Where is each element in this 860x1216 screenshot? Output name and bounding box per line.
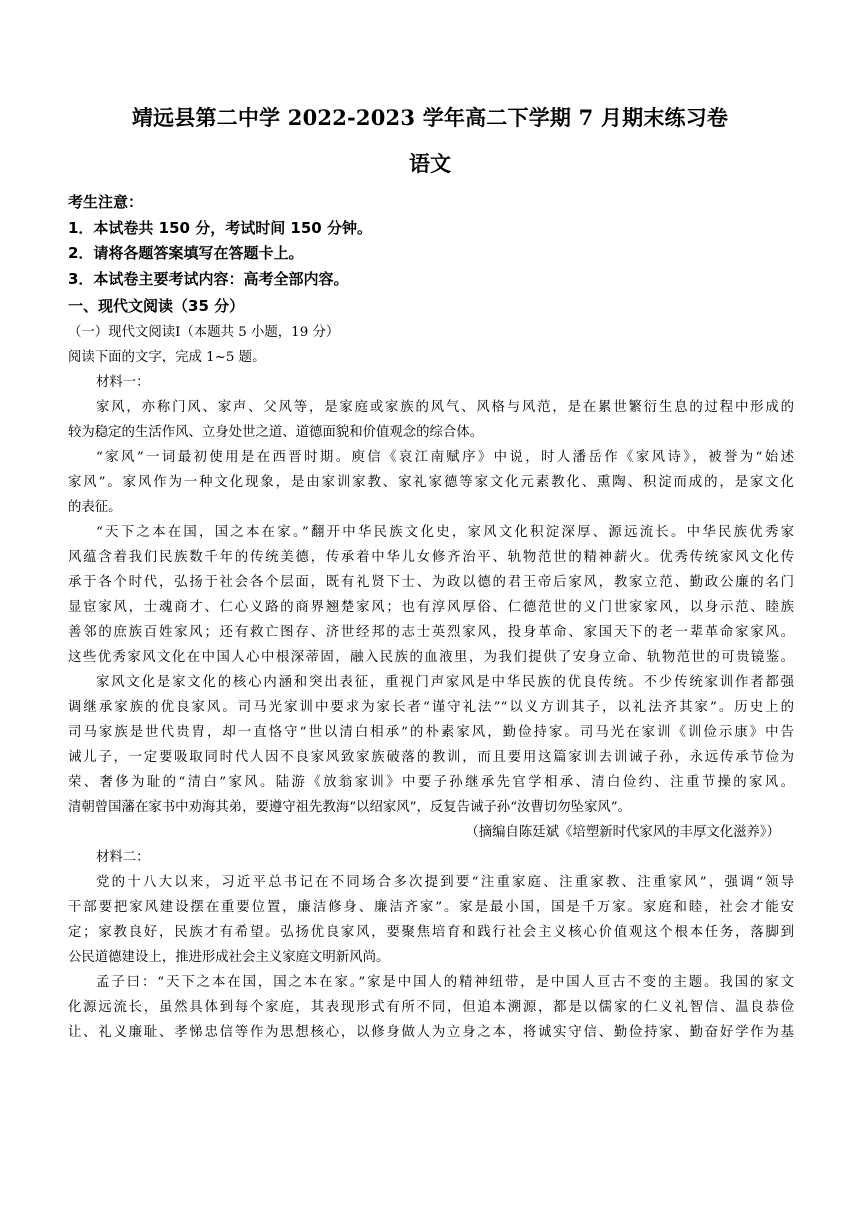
- material-label: 材料一：: [96, 375, 150, 390]
- passage-line: 风蕴含着我们民族数千年的传统美德，传承着中华儿女修齐治平、轨物范世的精神薪火。优秀传统家风文化传: [68, 550, 794, 565]
- passage-line: 的表征。: [68, 500, 122, 515]
- exam-subject: 语文: [409, 151, 451, 176]
- passage-line: 荣、奢侈为耻的“清白”家风。陆游《放翁家训》中要子孙继承先官学相承、清白俭约、注重节操的家风。: [68, 775, 794, 790]
- passage-line: 家风，亦称门风、家声、父风等，是家庭或家族的风气、风格与风范，是在累世繁衍生息的过程中形成的: [96, 400, 794, 415]
- passage-line: 干部要把家风建设摆在重要位置，廉洁修身、廉洁齐家”。家是最小国，国是千万家。家庭和睦，社会才能安: [68, 900, 794, 915]
- passage-line: 让、礼义廉耻、孝悌忠信等作为思想核心，以修身做人为立身之本，将诚实守信、勤俭持家、勤奋好学作为基: [68, 1025, 794, 1040]
- notice-item: 2．请将各题答案填写在答题卡上。: [68, 244, 304, 262]
- passage-line: 调继承家族的优良家风。司马光家训中要求为家长者“谨守礼法”“以义方训其子，以礼法齐其家”。历史上的: [68, 700, 794, 715]
- passage-line: 诫儿子，一定要吸取同时代人因不良家风致家族破落的教训，而且要用这篇家训去训诫子孙，永远传承节俭为: [68, 750, 794, 765]
- section-heading: 一、现代文阅读（35 分）: [68, 297, 245, 315]
- passage-line: 承于各个时代，弘扬于社会各个层面，既有礼贤下士、为政以德的君王帝后家风，教家立范、勤政公廉的名门: [68, 575, 794, 590]
- subsection-heading: （一）现代文阅读Ⅰ（本题共 5 小题，19 分）: [68, 325, 340, 340]
- passage-line: 善邻的庶族百姓家风；还有救亡图存、济世经邦的志士英烈家风，投身革命、家国天下的老一辈革命家家风。: [68, 625, 794, 640]
- passage-line: 清朝曾国藩在家书中劝海其弟，要遵守祖先教海“以绍家风”，反复告诫子孙“汝曹切勿坠家风”。: [68, 800, 632, 815]
- passage-line: 孟子曰：“天下之本在国，国之本在家。”家是中国人的精神纽带，是中国人亘古不变的主题。我国的家文: [96, 975, 794, 990]
- material-label: 材料二：: [96, 850, 150, 865]
- passage-line: 家风文化是家文化的核心内涵和突出表征，重视门声家风是中华民族的优良传统。不少传统家训作者都强: [96, 675, 794, 690]
- exam-title: 靖远县第二中学 2022-2023 学年高二下学期 7 月期末练习卷: [131, 105, 729, 130]
- instruction-line: 阅读下面的文字，完成 1~5 题。: [68, 350, 266, 365]
- passage-line: “家风”一词最初使用是在西晋时期。庾信《哀江南赋序》中说，时人潘岳作《家风诗》，被誉为“始述: [96, 450, 794, 465]
- passage-line: “天下之本在国，国之本在家。”翻开中华民族文化史，家风文化积淀深厚、源远流长。中华民族优秀家: [96, 525, 794, 540]
- passage-line: 较为稳定的生活作风、立身处世之道、道德面貌和价值观念的综合体。: [68, 425, 484, 440]
- passage-line: 化源远流长，虽然具体到每个家庭，其表现形式有所不同，但追本溯源，都是以儒家的仁义礼智信、温良恭俭: [68, 1000, 794, 1015]
- passage-line: 司马家族是世代贵胄，却一直恪守“世以清白相承”的朴素家风，勤俭持家。司马光在家训《训俭示康》中告: [68, 725, 794, 740]
- passage-line: 党的十八大以来，习近平总书记在不同场合多次提到要“注重家庭、注重家教、注重家风”，强调“领导: [96, 875, 794, 890]
- notice-heading: 考生注意：: [68, 193, 144, 211]
- notice-item: 1．本试卷共 150 分，考试时间 150 分钟。: [68, 218, 372, 237]
- notice-item: 3．本试卷主要考试内容：高考全部内容。: [68, 269, 349, 288]
- reading-passage: [68, 320, 794, 1045]
- exam-notice: [68, 190, 798, 292]
- passage-line: 家风”。家风作为一种文化现象，是由家训家教、家礼家德等家文化元素教化、熏陶、积淀而成的，是家文化: [68, 475, 794, 490]
- source-citation: （摘编自陈廷斌《培塑新时代家风的丰厚文化滋养》）: [465, 825, 780, 840]
- passage-line: 显宦家风，士魂商才、仁心义路的商界翘楚家风；也有淳风厚俗、仁德范世的义门世家家风，以身示范、睦族: [68, 600, 794, 615]
- passage-line: 这些优秀家风文化在中国人心中根深蒂固，融入民族的血液里，为我们提供了安身立命、轨物范世的可贵镜鉴。: [68, 650, 794, 665]
- passage-line: 定；家教良好，民族才有希望。弘扬优良家风，要聚焦培育和践行社会主义核心价值观这个根本任务，落脚到: [68, 925, 794, 940]
- passage-line: 公民道德建设上，推进形成社会主义家庭文明新风尚。: [68, 950, 390, 965]
